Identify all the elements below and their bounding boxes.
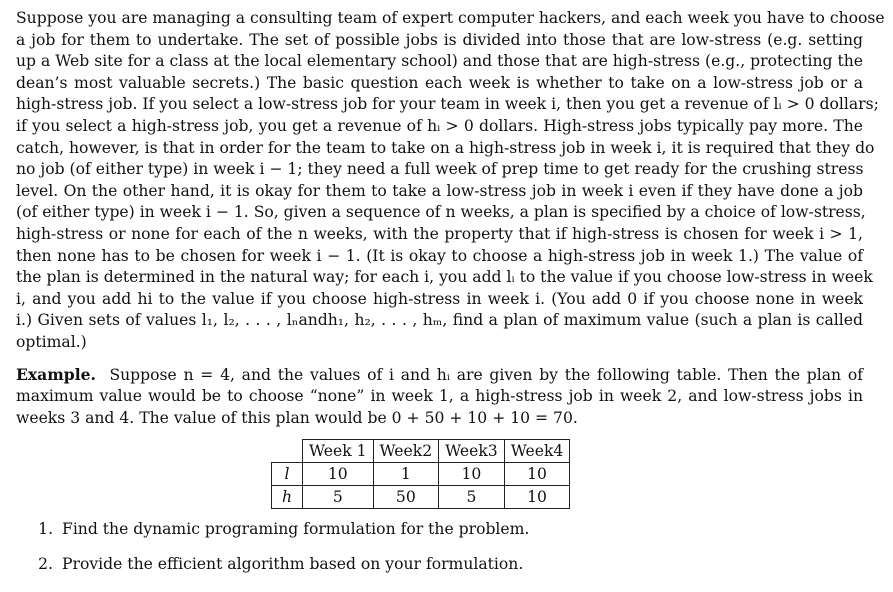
example-line bbox=[16, 364, 863, 387]
example-label: Example. bbox=[16, 364, 96, 384]
problem-line: then none has to be chosen for week i − 1. (It is okay to choose a high-stress job in week 1.) The value of bbox=[16, 246, 863, 265]
table-header-cell: Week 1 bbox=[303, 440, 374, 463]
problem-line: a job for them to undertake. The set of possible jobs is divided into those that are low-stress (e.g. setting bbox=[16, 30, 863, 49]
table-cell: 10 bbox=[504, 463, 570, 486]
problem-line: dean’s most valuable secrets.) The basic question each week is whether to take on a low-stress job or a bbox=[16, 73, 863, 92]
problem-line: Suppose you are managing a consulting team of expert computer hackers, and each week you have to choose bbox=[16, 9, 885, 27]
table-row bbox=[272, 463, 570, 486]
table-cell: 5 bbox=[439, 486, 505, 509]
problem-line: high-stress or none for each of the n weeks, with the property that if high-stress is chosen for week i > 1, bbox=[16, 224, 863, 243]
table-cell: 50 bbox=[373, 486, 439, 509]
problem-line: i.) Given sets of values l₁, l₂, . . . , lₙandh₁, h₂, . . . , hₘ, find a plan of maximum value (such a plan is called bbox=[16, 311, 863, 330]
example-text: Suppose n = 4, and the values of i and hᵢ are given by the following table. Then the plan of bbox=[109, 365, 863, 384]
table-cell: 1 bbox=[373, 463, 439, 486]
problem-line: optimal.) bbox=[16, 332, 87, 351]
problem-line: no job (of either type) in week i − 1; they need a full week of prep time to get ready for the crushing stress bbox=[16, 160, 864, 179]
question-item: 2. Provide the efficient algorithm based on your formulation. bbox=[58, 554, 863, 575]
table-cell: 5 bbox=[303, 486, 374, 509]
problem-line: if you select a high-stress job, you get a revenue of hᵢ > 0 dollars. High-stress jobs typically pay more. The bbox=[16, 116, 863, 135]
table-header-row bbox=[272, 440, 570, 463]
table-row-label: l bbox=[272, 463, 303, 486]
problem-line: high-stress job. If you select a low-stress job for your team in week i, then you get a revenue of lᵢ > 0 dollars; bbox=[16, 95, 879, 114]
values-table bbox=[271, 439, 570, 509]
problem-line: level. On the other hand, it is okay for them to take a low-stress job in week i even if they have done a job bbox=[16, 181, 863, 200]
example-section bbox=[16, 364, 863, 430]
problem-line: catch, however, is that in order for the team to take on a high-stress job in week i, it is required that they do bbox=[16, 138, 875, 157]
table-cell: 10 bbox=[504, 486, 570, 509]
table-row bbox=[272, 486, 570, 509]
example-line: maximum value would be to choose “none” in week 1, a high-stress job in week 2, and low-stress jobs in bbox=[16, 387, 863, 406]
question-list bbox=[16, 519, 863, 575]
table-header-cell: Week4 bbox=[504, 440, 570, 463]
problem-line: the plan is determined in the natural way; for each i, you add lᵢ to the value if you choose low-stress in week bbox=[16, 268, 873, 287]
table-header-cell: Week2 bbox=[373, 440, 439, 463]
table-header-cell: Week3 bbox=[439, 440, 505, 463]
table-row-label: h bbox=[272, 486, 303, 509]
example-line: weeks 3 and 4. The value of this plan would be 0 + 50 + 10 + 10 = 70. bbox=[16, 408, 578, 427]
table-cell: 10 bbox=[439, 463, 505, 486]
problem-line: i, and you add hi to the value if you choose high-stress in week i. (You add 0 if you choose none in week bbox=[16, 289, 863, 308]
problem-line: up a Web site for a class at the local elementary school) and those that are high-stress (e.g., protecting the bbox=[16, 52, 863, 71]
problem-statement bbox=[16, 8, 885, 354]
table-cell: 10 bbox=[303, 463, 374, 486]
problem-line: (of either type) in week i − 1. So, given a sequence of n weeks, a plan is specified by a choice of low-stress, bbox=[16, 203, 866, 222]
question-item: 1. Find the dynamic programing formulation for the problem. bbox=[58, 519, 863, 540]
table-corner-cell bbox=[272, 440, 303, 463]
